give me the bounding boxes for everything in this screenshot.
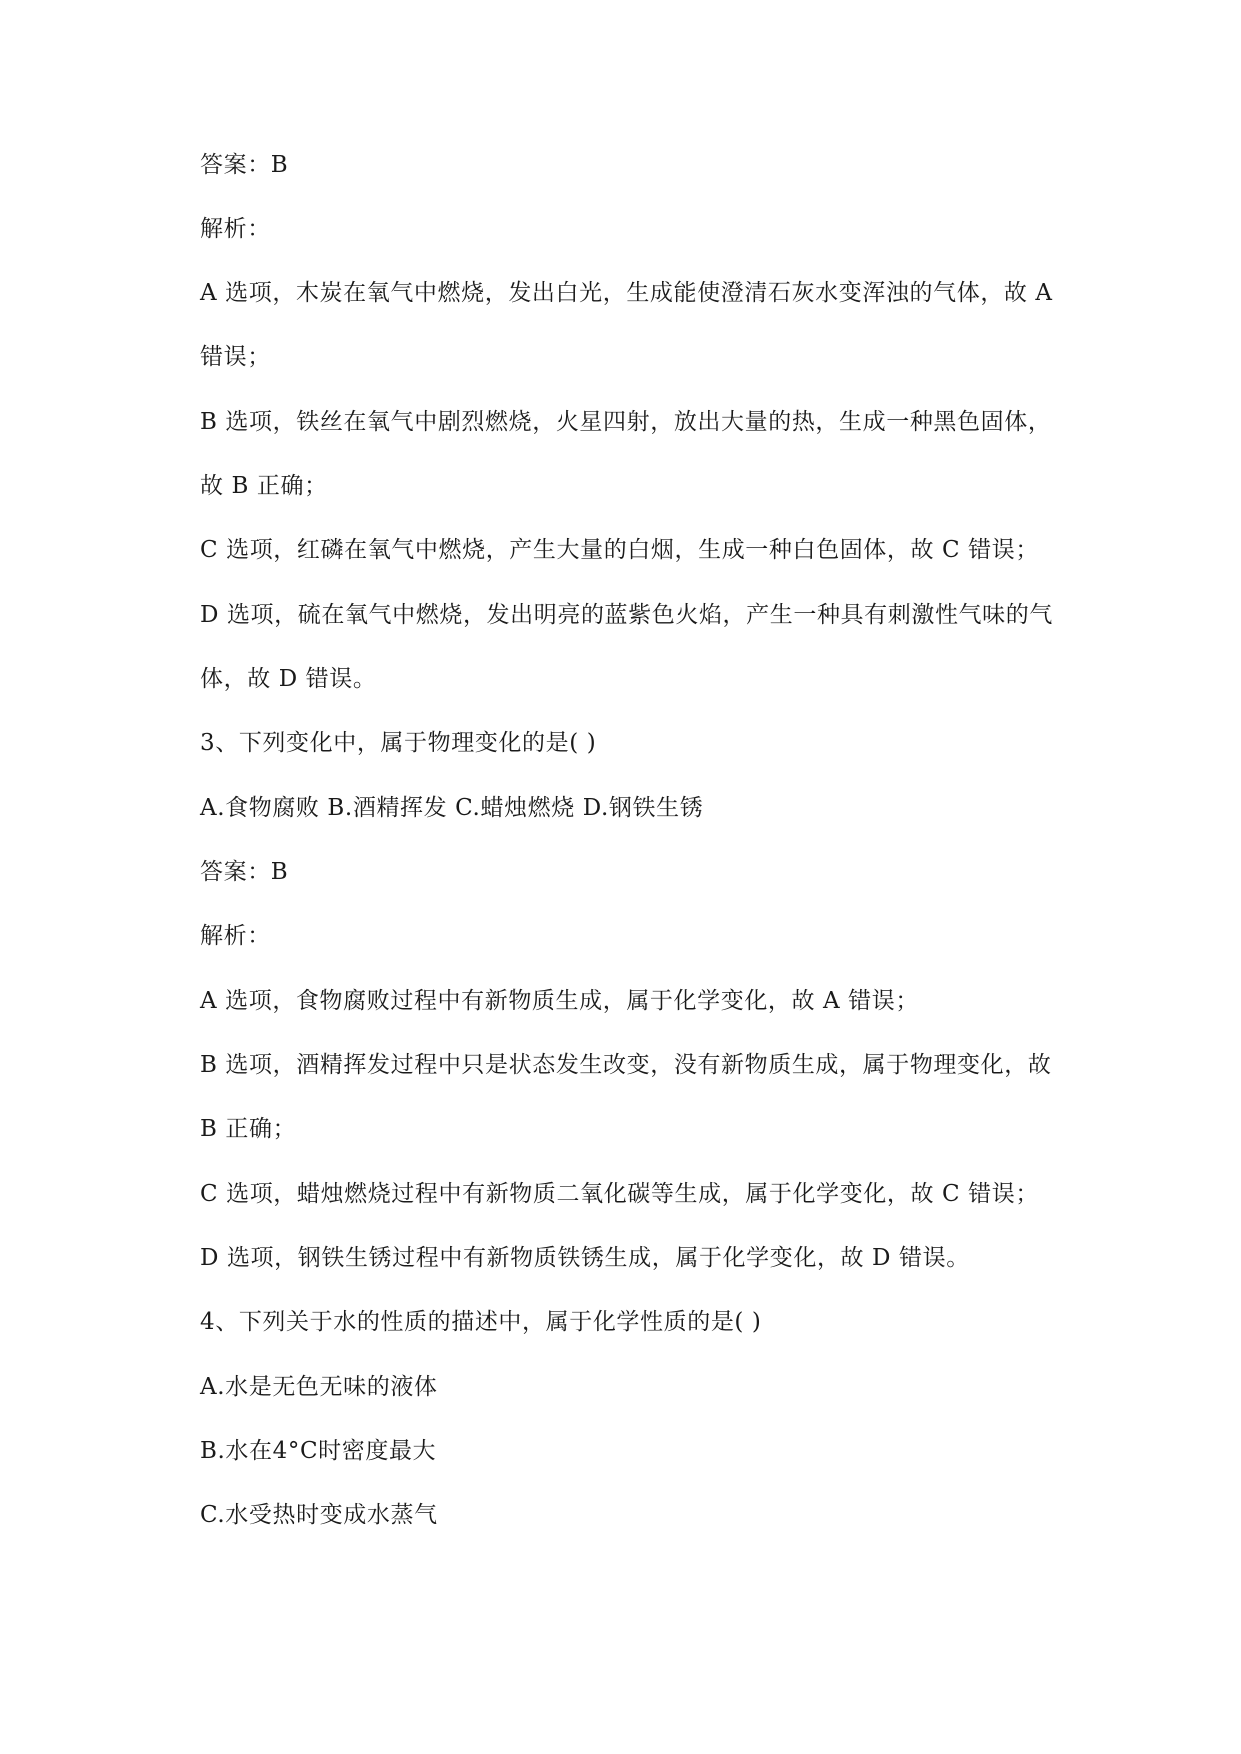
question-3: 3、下列变化中，属于物理变化的是( ) (200, 730, 597, 756)
option-c: C.水受热时变成水蒸气 (200, 1502, 438, 1528)
text-line: 错误； (200, 344, 271, 370)
text-line: 体，故 D 错误。 (200, 666, 377, 692)
answer-label: 答案：B (200, 152, 289, 178)
text-line: B 正确； (200, 1116, 297, 1142)
option-a: A.水是无色无味的液体 (200, 1374, 438, 1400)
text-line: D 选项，钢铁生锈过程中有新物质铁锈生成，属于化学变化，故 D 错误。 (200, 1245, 970, 1271)
text-line: B 选项，铁丝在氧气中剧烈燃烧，火星四射，放出大量的热，生成一种黑色固体， (200, 409, 1052, 435)
text-line: D 选项，硫在氧气中燃烧，发出明亮的蓝紫色火焰，产生一种具有刺激性气味的气 (200, 602, 1053, 628)
option-b: B.水在4°C时密度最大 (200, 1438, 437, 1464)
text-line: B 选项，酒精挥发过程中只是状态发生改变，没有新物质生成，属于物理变化，故 (200, 1052, 1052, 1078)
text-line: C 选项，蜡烛燃烧过程中有新物质二氧化碳等生成，属于化学变化，故 C 错误； (200, 1181, 1039, 1207)
text-line: A 选项，木炭在氧气中燃烧，发出白光，生成能使澄清石灰水变浑浊的气体，故 A (200, 280, 1053, 306)
text-line: 故 B 正确； (200, 473, 328, 499)
analysis-label: 解析： (200, 923, 271, 949)
analysis-label: 解析： (200, 216, 271, 242)
text-line: C 选项，红磷在氧气中燃烧，产生大量的白烟，生成一种白色固体，故 C 错误； (200, 537, 1039, 563)
answer-label: 答案：B (200, 859, 289, 885)
question-4: 4、下列关于水的性质的描述中，属于化学性质的是( ) (200, 1309, 762, 1335)
text-line: A 选项，食物腐败过程中有新物质生成，属于化学变化，故 A 错误； (200, 988, 919, 1014)
question-3-options: A.食物腐败 B.酒精挥发 C.蜡烛燃烧 D.钢铁生锈 (200, 795, 704, 821)
